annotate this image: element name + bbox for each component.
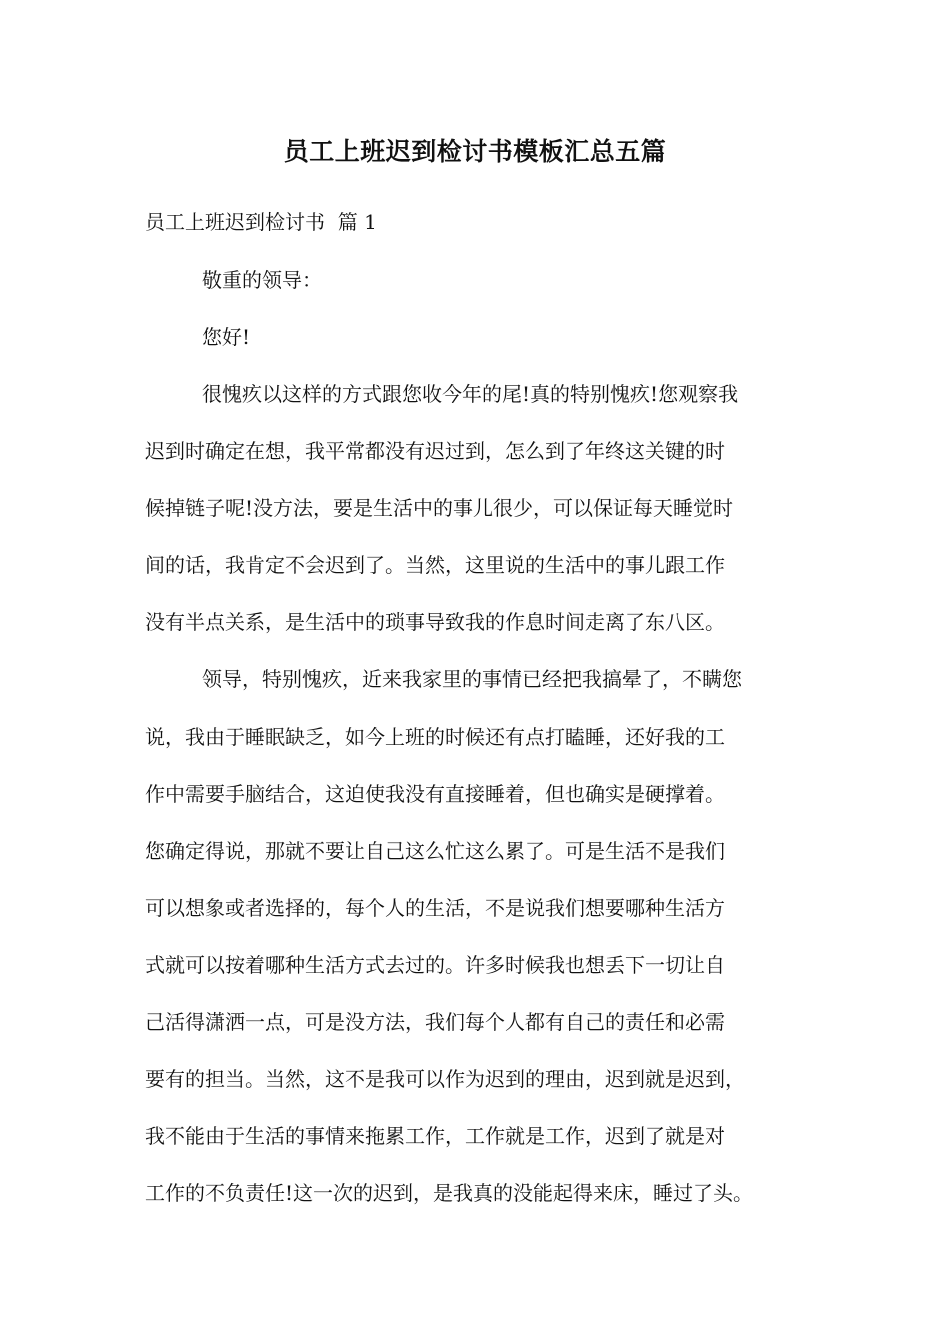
body-line: 说，我由于睡眠缺乏，如今上班的时候还有点打瞌睡，还好我的工 bbox=[145, 725, 725, 749]
body-line: 您确定得说，那就不要让自己这么忙这么累了。可是生活不是我们 bbox=[145, 839, 725, 863]
body-line: 式就可以按着哪种生活方式去过的。许多时候我也想丢下一切让自 bbox=[145, 953, 725, 977]
body-line: 己活得潇洒一点，可是没方法，我们每个人都有自己的责任和必需 bbox=[145, 1010, 725, 1034]
body-line: 工作的不负责任!这一次的迟到，是我真的没能起得来床，睡过了头。 bbox=[145, 1181, 754, 1205]
body-line: 候掉链子呢!没方法，要是生活中的事儿很少，可以保证每天睡觉时 bbox=[145, 496, 734, 520]
salutation: 敬重的领导： bbox=[202, 268, 322, 292]
section-heading: 员工上班迟到检讨书 篇 1 bbox=[145, 210, 377, 234]
body-line: 领导，特别愧疚，近来我家里的事情已经把我搞晕了，不瞒您 bbox=[202, 667, 742, 691]
document-title: 员工上班迟到检讨书模板汇总五篇 bbox=[283, 137, 667, 166]
body-line: 可以想象或者选择的，每个人的生活，不是说我们想要哪种生活方 bbox=[145, 896, 725, 920]
body-line: 很愧疚以这样的方式跟您收今年的尾!真的特别愧疚!您观察我 bbox=[202, 382, 739, 406]
body-line: 我不能由于生活的事情来拖累工作，工作就是工作，迟到了就是对 bbox=[145, 1124, 725, 1148]
body-line: 迟到时确定在想，我平常都没有迟过到，怎么到了年终这关键的时 bbox=[145, 439, 725, 463]
body-line: 要有的担当。当然，这不是我可以作为迟到的理由，迟到就是迟到， bbox=[145, 1067, 745, 1091]
body-line: 间的话，我肯定不会迟到了。当然，这里说的生活中的事儿跟工作 bbox=[145, 553, 725, 577]
greeting: 您好! bbox=[202, 325, 251, 349]
body-line: 没有半点关系，是生活中的琐事导致我的作息时间走离了东八区。 bbox=[145, 610, 725, 634]
body-line: 作中需要手脑结合，这迫使我没有直接睡着，但也确实是硬撑着。 bbox=[145, 782, 725, 806]
